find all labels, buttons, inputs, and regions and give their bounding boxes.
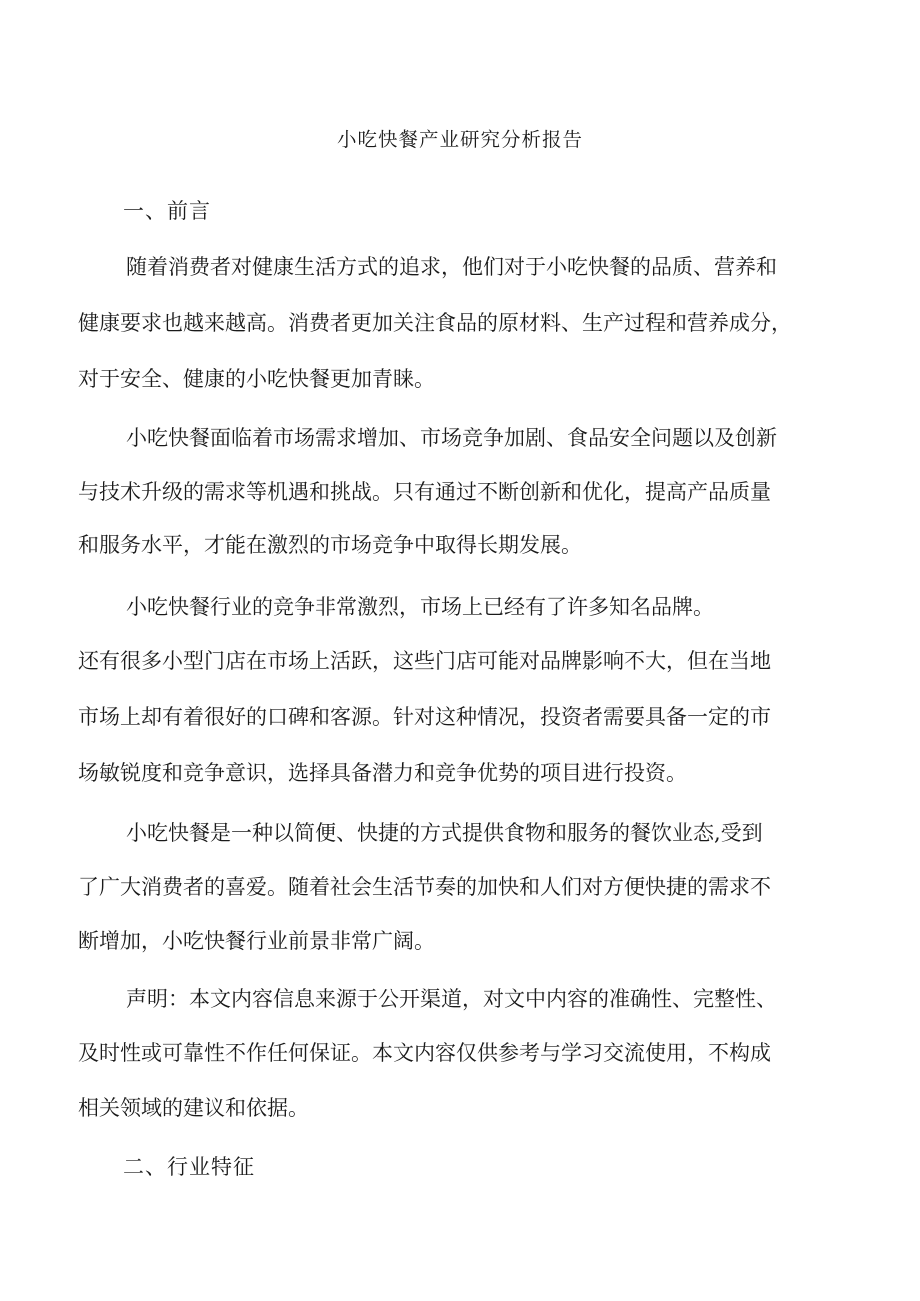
document-title: 小吃快餐产业研究分析报告 [336, 128, 583, 151]
paragraph-line: 了广大消费者的喜爱。随着社会生活节奏的加快和人们对方便快捷的需求不 [78, 875, 771, 899]
paragraph-line: 声明：本文内容信息来源于公开渠道，对文中内容的准确性、完整性、 [126, 987, 777, 1011]
paragraph-line: 断增加，小吃快餐行业前景非常广阔。 [78, 929, 435, 953]
paragraph-line: 随着消费者对健康生活方式的追求，他们对于小吃快餐的品质、营养和 [126, 255, 777, 279]
paragraph-line: 与技术升级的需求等机遇和挑战。只有通过不断创新和优化，提高产品质量 [78, 480, 771, 504]
paragraph-line: 小吃快餐行业的竞争非常激烈，市场上已经有了许多知名品牌。 [126, 595, 714, 619]
paragraph-line: 小吃快餐面临着市场需求增加、市场竞争加剧、食品安全问题以及创新 [126, 426, 777, 450]
paragraph-line: 及时性或可靠性不作任何保证。本文内容仅供参考与学习交流使用，不构成 [78, 1041, 771, 1065]
paragraph-line: 对于安全、健康的小吃快餐更加青睐。 [78, 367, 435, 391]
paragraph-line: 健康要求也越来越高。消费者更加关注食品的原材料、生产过程和营养成分， [78, 311, 792, 335]
paragraph-line: 还有很多小型门店在市场上活跃，这些门店可能对品牌影响不大，但在当地 [78, 649, 771, 673]
paragraph-line: 相关领域的建议和依据。 [78, 1096, 309, 1120]
paragraph-line: 小吃快餐是一种以简便、快捷的方式提供食物和服务的餐饮业态,受到 [126, 821, 763, 845]
paragraph-line: 场敏锐度和竞争意识，选择具备潜力和竞争优势的项目进行投资。 [78, 761, 687, 785]
section-heading-industry-features: 二、行业特征 [123, 1155, 255, 1179]
paragraph-line: 市场上却有着很好的口碑和客源。针对这种情况，投资者需要具备一定的市 [78, 705, 771, 729]
paragraph-line: 和服务水平，才能在激烈的市场竞争中取得长期发展。 [78, 533, 582, 557]
section-heading-preface: 一、前言 [123, 199, 211, 223]
